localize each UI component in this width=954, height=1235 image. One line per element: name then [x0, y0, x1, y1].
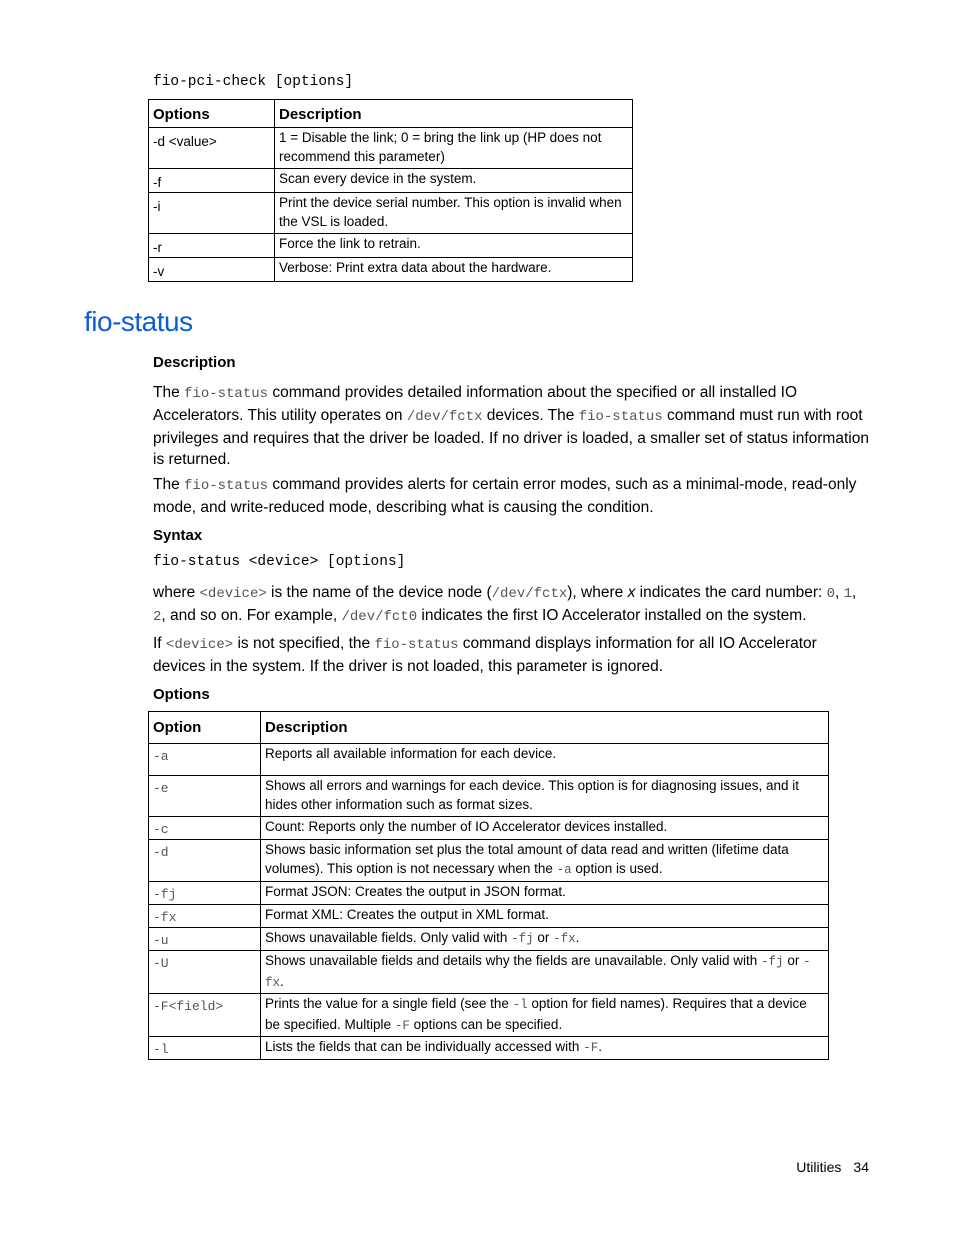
- table-row: [149, 258, 633, 282]
- syntax-paragraph-2: If <device> is not specified, the fio-status command displays information for all IO Accelerator devices in the system. If the driver is not loaded, this parameter is ignored.: [153, 635, 817, 675]
- table-header-row: [149, 712, 829, 744]
- table-row: [149, 905, 829, 928]
- option-cell: -l: [149, 1037, 261, 1060]
- footer-section: Utilities: [796, 1159, 842, 1175]
- option-cell: -u: [149, 928, 261, 951]
- option-cell: -f: [149, 169, 275, 193]
- option-cell: -r: [149, 234, 275, 258]
- option-cell: -d: [149, 840, 261, 882]
- description-cell: Lists the fields that can be individually accessed with -F.: [261, 1037, 829, 1060]
- table-row: [149, 840, 829, 882]
- table-row: [149, 744, 829, 776]
- syntax-paragraph-1: where <device> is the name of the device node (/dev/fctx), where x indicates the card number: 0, 1, 2, and so on. For example, /dev/fct0 indicates the first IO Accelerator installed on the system.: [153, 584, 857, 625]
- table-row: [149, 234, 633, 258]
- description-cell: Reports all available information for each device.: [261, 744, 829, 776]
- option-cell: -fx: [149, 905, 261, 928]
- option-cell: -U: [149, 951, 261, 994]
- description-heading: Description: [153, 354, 236, 371]
- description-paragraph-2: The fio-status command provides alerts for certain error modes, such as a minimal-mode, read-only mode, and write-reduced mode, describing what is causing the condition.: [153, 476, 857, 516]
- syntax-heading: Syntax: [153, 527, 203, 544]
- option-cell: -a: [149, 744, 261, 776]
- option-cell: -i: [149, 193, 275, 234]
- option-cell: -c: [149, 817, 261, 840]
- header-option: Option: [149, 712, 261, 744]
- table-row: [149, 817, 829, 840]
- description-cell: Scan every device in the system.: [275, 169, 633, 193]
- description-cell: Format JSON: Creates the output in JSON format.: [261, 882, 829, 905]
- description-paragraph-1: The fio-status command provides detailed information about the specified or all installed IO Accelerators. This utility operates on /dev/fctx devices. The fio-status command must run with root privileges and requires that the driver be loaded. If no driver is loaded, a smaller set of status information is returned.: [153, 384, 869, 468]
- table-row: [149, 1037, 829, 1060]
- option-cell: -v: [149, 258, 275, 282]
- pci-check-syntax: fio-pci-check [options]: [153, 74, 354, 90]
- table-row: [149, 169, 633, 193]
- table-row: [149, 128, 633, 169]
- header-options: Options: [149, 100, 275, 128]
- description-cell: Shows basic information set plus the total amount of data read and written (lifetime data volumes). This option is not necessary when the -a option is used.: [261, 840, 829, 882]
- page-footer: [784, 1159, 869, 1175]
- table-row: [149, 928, 829, 951]
- description-cell: Print the device serial number. This option is invalid when the VSL is loaded.: [275, 193, 633, 234]
- option-cell: -F<field>: [149, 994, 261, 1037]
- header-description: Description: [275, 100, 633, 128]
- option-cell: -e: [149, 776, 261, 817]
- table-row: [149, 776, 829, 817]
- option-cell: -fj: [149, 882, 261, 905]
- status-options-table: [148, 711, 829, 1060]
- section-title: fio-status: [84, 306, 193, 337]
- description-cell: Format XML: Creates the output in XML format.: [261, 905, 829, 928]
- page-number: 34: [853, 1159, 869, 1175]
- pci-check-options-table: [148, 99, 633, 282]
- description-cell: Shows unavailable fields. Only valid with -fj or -fx.: [261, 928, 829, 951]
- description-cell: Verbose: Print extra data about the hardware.: [275, 258, 633, 282]
- option-cell: -d <value>: [149, 128, 275, 169]
- description-cell: Prints the value for a single field (see the -l option for field names). Requires that a device be specified. Multiple -F options can be specified.: [261, 994, 829, 1037]
- table-row: [149, 193, 633, 234]
- description-cell: Count: Reports only the number of IO Accelerator devices installed.: [261, 817, 829, 840]
- table-header-row: [149, 100, 633, 128]
- description-cell: Shows unavailable fields and details why the fields are unavailable. Only valid with -fj or -fx.: [261, 951, 829, 994]
- description-cell: 1 = Disable the link; 0 = bring the link up (HP does not recommend this parameter): [275, 128, 633, 169]
- description-cell: Force the link to retrain.: [275, 234, 633, 258]
- table-row: [149, 994, 829, 1037]
- table-row: [149, 951, 829, 994]
- header-description: Description: [261, 712, 829, 744]
- description-cell: Shows all errors and warnings for each device. This option is for diagnosing issues, and it hides other information such as format sizes.: [261, 776, 829, 817]
- table-row: [149, 882, 829, 905]
- options-heading: Options: [153, 686, 210, 703]
- status-syntax: fio-status <device> [options]: [153, 554, 406, 570]
